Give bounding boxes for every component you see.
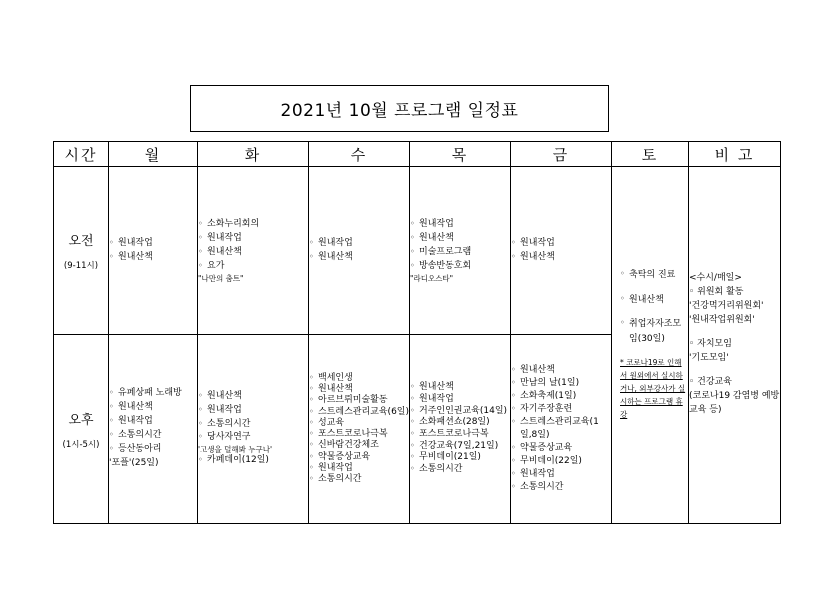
- remarks-line: (코로나19 감염병 예방교육 등): [689, 390, 780, 415]
- remarks-line: '건강먹거리위원회': [689, 301, 764, 312]
- list-item: ◦ 소통의시간: [511, 481, 611, 494]
- remarks-line: <수시/매일>: [689, 273, 742, 284]
- afternoon-label-cell: [54, 335, 109, 524]
- afternoon-thu: [410, 335, 511, 524]
- afternoon-wed: [309, 335, 410, 524]
- afternoon-mon: [109, 335, 198, 524]
- afternoon-label: 오후: [68, 412, 94, 428]
- list-item: ◦ 소통의시간: [309, 474, 409, 485]
- list-item: ◦ 약물증상교육: [511, 442, 611, 455]
- remarks-line: '기도모임': [689, 352, 729, 363]
- header-remarks: 비 고: [689, 142, 781, 167]
- list-item: ◦ 아르브뤼미술활동: [309, 395, 409, 406]
- list-item: ◦ 원내산책: [620, 293, 688, 307]
- list-item: ◦ 원내작업: [198, 232, 308, 246]
- list-item: ◦ 원내산책: [511, 251, 611, 265]
- list-item: ◦ 건강교육(7일,21일): [410, 441, 510, 453]
- list-item: ◦ 유페상패 노래방: [109, 387, 197, 401]
- header-fri: 금: [511, 142, 612, 167]
- list-item: ◦ 원내작업: [109, 415, 197, 429]
- list-item: ◦ 원내작업: [511, 237, 611, 251]
- schedule-table: [53, 141, 781, 524]
- list-item: ◦ 원내산책: [511, 364, 611, 377]
- list-item: ◦ 원내산책: [109, 401, 197, 415]
- morning-wed: [309, 167, 410, 335]
- list-item: ◦ 미술프로그램: [410, 246, 510, 260]
- header-sat: 토: [612, 142, 689, 167]
- page-title: 2021년 10월 프로그램 일정표: [190, 85, 609, 132]
- list-item: ◦ 소통의시간: [198, 418, 308, 432]
- list-item: ◦ 포스트코로나극복: [309, 429, 409, 440]
- list-item: ◦ 원내작업: [309, 237, 409, 251]
- list-item: ◦ 성교육: [309, 418, 409, 429]
- header-mon: 월: [109, 142, 198, 167]
- morning-fri: [511, 167, 612, 335]
- list-item: ◦ 무비데이(21일): [410, 452, 510, 464]
- list-item: ◦ 소화패션쇼(28일): [410, 417, 510, 429]
- list-item-sub: "나만의 춤트": [198, 273, 244, 283]
- list-item: ◦ 소화축제(1일): [511, 390, 611, 403]
- list-item: ◦ 원내산책: [309, 384, 409, 395]
- list-item: ◦ 소화누리회의: [198, 218, 308, 232]
- morning-label: 오전: [68, 234, 94, 249]
- morning-mon: [109, 167, 198, 335]
- list-item: ◦ 소통의시간: [109, 429, 197, 443]
- list-item: ◦ 스트레스관리교육(1일,8일): [511, 416, 611, 442]
- afternoon-tue: [198, 335, 309, 524]
- list-item: ◦ 취업자자조모임(30일): [620, 317, 688, 346]
- list-item: ◦ 포스트코로나극복: [410, 429, 510, 441]
- list-item: ◦ 약물증상교육: [309, 452, 409, 463]
- afternoon-fri: [511, 335, 612, 524]
- list-item: ◦ 카페데이(12일): [198, 454, 308, 468]
- list-item: ◦ 요가: [198, 260, 308, 274]
- list-item: ◦ 거주인인권교육(14일): [410, 406, 510, 418]
- list-item-sub: "라디오스타": [410, 273, 454, 283]
- remarks-cell: [689, 167, 781, 524]
- list-item: ◦ 백세인생: [309, 373, 409, 384]
- list-item: ◦ 신바람건강체조: [309, 440, 409, 451]
- list-item: ◦ 원내작업: [410, 394, 510, 406]
- list-item: ◦ 자기주장훈련: [511, 403, 611, 416]
- morning-tue: [198, 167, 309, 335]
- list-item: ◦ 원내산책: [410, 382, 510, 394]
- saturday-cell: [612, 167, 689, 524]
- list-item: ◦ 만남의 날(1일): [511, 377, 611, 390]
- remarks-line: ◦ 건강교육: [689, 376, 732, 387]
- remarks-line: ◦ 자치모임: [689, 339, 732, 350]
- header-wed: 수: [309, 142, 410, 167]
- list-item-sub: '포플'(25일): [109, 457, 159, 468]
- list-item: ◦ 무비데이(22일): [511, 455, 611, 468]
- morning-hours: (9-11시): [63, 261, 99, 271]
- afternoon-hours: (1시-5시): [62, 439, 100, 450]
- list-item: ◦ 방송반동호회: [410, 260, 510, 274]
- header-time: 시간: [54, 142, 109, 167]
- list-item: ◦ 원내산책: [198, 390, 308, 404]
- list-item: ◦ 원내산책: [309, 251, 409, 265]
- list-item: ◦ 축탁의 진료: [620, 268, 688, 282]
- list-item: ◦ 원내작업: [198, 404, 308, 418]
- list-item: ◦ 소통의시간: [410, 464, 510, 476]
- list-item: ◦ 스트레스관리교육(6일): [309, 407, 409, 418]
- list-item: ◦ 원내산책: [109, 251, 197, 265]
- list-item: ◦ 원내작업: [410, 218, 510, 232]
- list-item: ◦ 등산동아리: [109, 443, 197, 457]
- list-item-sub: '고생을 덜해봐 누구나': [198, 445, 273, 455]
- list-item: ◦ 원내산책: [410, 232, 510, 246]
- list-item: ◦ 원내작업: [309, 463, 409, 474]
- list-item: ◦ 원내산책: [198, 246, 308, 260]
- list-item: ◦ 당사자연구: [198, 431, 308, 445]
- morning-label-cell: [54, 167, 109, 335]
- remarks-line: '원내작업위원회': [689, 315, 755, 326]
- saturday-note: * 코로나19로 인해서 원외에서 실시하거나, 외부강사가 실시하는 프로그램 휴강: [620, 357, 686, 420]
- header-row: [54, 142, 781, 167]
- morning-row: [54, 167, 781, 335]
- list-item: ◦ 원내작업: [109, 237, 197, 251]
- list-item: ◦ 원내작업: [511, 468, 611, 481]
- header-thu: 목: [410, 142, 511, 167]
- header-tue: 화: [198, 142, 309, 167]
- morning-thu: [410, 167, 511, 335]
- remarks-line: ◦ 위원회 활동: [689, 287, 744, 298]
